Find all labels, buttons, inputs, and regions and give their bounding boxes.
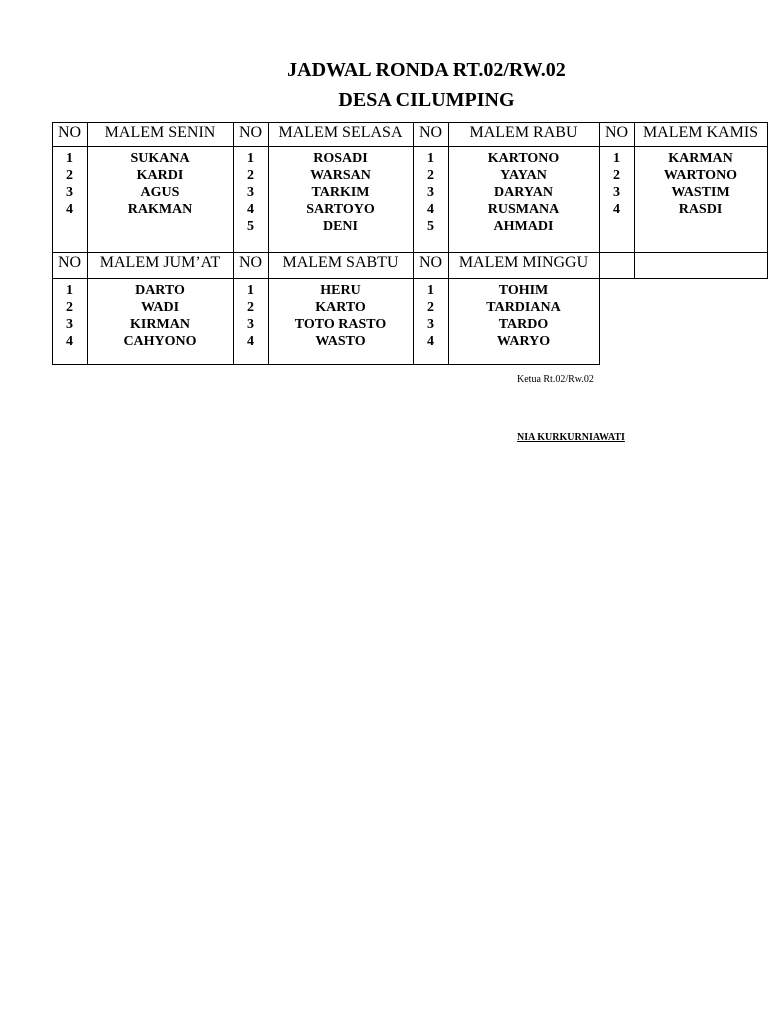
member-name: KARTO [315, 300, 366, 315]
row-number: 3 [427, 317, 434, 332]
member-name: TARKIM [311, 185, 370, 200]
no-header [413, 252, 449, 279]
member-name: DARTO [135, 283, 185, 298]
member-names [268, 150, 413, 235]
row-number: 2 [66, 300, 73, 315]
day-name: MALEM SABTU [282, 254, 399, 271]
row-numbers [233, 282, 268, 350]
member-names [268, 282, 413, 350]
row-number: 3 [66, 185, 73, 200]
member-names [448, 282, 599, 350]
member-name: YAYAN [500, 168, 547, 183]
row-number: 4 [613, 202, 620, 217]
member-names [87, 150, 233, 218]
day-name: MALEM KAMIS [642, 124, 759, 141]
row-number: 2 [427, 168, 434, 183]
row-number: 1 [247, 151, 254, 166]
row-number: 3 [613, 185, 620, 200]
row-number: 5 [247, 219, 254, 234]
day-header [448, 252, 600, 279]
signature-name: NIA KURKURNIAWATI [517, 432, 625, 443]
day-header [268, 252, 414, 279]
row-number: 3 [247, 185, 254, 200]
row-number: 1 [66, 283, 73, 298]
day-header [87, 122, 234, 147]
no-header [599, 122, 635, 147]
signature-role: Ketua Rt.02/Rw.02 [517, 374, 594, 385]
member-name: HERU [320, 283, 361, 298]
row-number: 1 [66, 151, 73, 166]
member-name: WARSAN [310, 168, 371, 183]
document-title: JADWAL RONDA RT.02/RW.02 [287, 59, 566, 81]
document-subtitle: DESA CILUMPING [338, 89, 515, 111]
row-number: 3 [66, 317, 73, 332]
member-name: DARYAN [494, 185, 553, 200]
member-name: TOTO RASTO [294, 317, 387, 332]
member-name: TARDIANA [486, 300, 561, 315]
member-name: TOHIM [498, 283, 549, 298]
day-name: MALEM SENIN [104, 124, 216, 141]
member-name: RAKMAN [127, 202, 193, 217]
day-name: MALEM MINGGU [458, 254, 589, 271]
member-name: WASTO [315, 334, 366, 349]
no-header [52, 122, 88, 147]
row-number: 4 [427, 202, 434, 217]
row-numbers [413, 150, 448, 235]
row-number: 2 [247, 168, 254, 183]
row-numbers [52, 150, 87, 218]
no-header-label: NO [238, 124, 263, 141]
member-name: AHMADI [493, 219, 554, 234]
row-number: 1 [247, 283, 254, 298]
no-header [233, 122, 269, 147]
member-names [634, 150, 767, 218]
row-number: 1 [427, 283, 434, 298]
no-header-label: NO [418, 254, 443, 271]
member-names [87, 282, 233, 350]
row-number: 1 [427, 151, 434, 166]
day-header [634, 252, 768, 279]
member-name: KARMAN [668, 151, 733, 166]
member-name: WASTIM [671, 185, 730, 200]
member-name: SARTOYO [306, 202, 375, 217]
day-header [268, 122, 414, 147]
row-number: 5 [427, 219, 434, 234]
row-number: 2 [247, 300, 254, 315]
member-name: AGUS [140, 185, 180, 200]
no-header-label: NO [238, 254, 263, 271]
day-header [634, 122, 768, 147]
member-name: ROSADI [313, 151, 368, 166]
member-name: WARYO [496, 334, 551, 349]
row-number: 4 [247, 334, 254, 349]
row-numbers [599, 150, 634, 218]
row-number: 3 [427, 185, 434, 200]
day-name: MALEM RABU [469, 124, 578, 141]
no-header [52, 252, 88, 279]
member-name: RUSMANA [487, 202, 560, 217]
member-name: KARTONO [487, 151, 560, 166]
row-number: 1 [613, 151, 620, 166]
day-header [448, 122, 600, 147]
row-number: 4 [66, 334, 73, 349]
no-header [233, 252, 269, 279]
row-number: 4 [247, 202, 254, 217]
member-name: KARDI [136, 168, 184, 183]
member-name: CAHYONO [123, 334, 197, 349]
day-name: MALEM SELASA [278, 124, 403, 141]
member-name: DENI [322, 219, 358, 234]
row-number: 2 [613, 168, 620, 183]
row-numbers [52, 282, 87, 350]
row-number: 2 [427, 300, 434, 315]
no-header-label: NO [57, 124, 82, 141]
row-number: 4 [427, 334, 434, 349]
row-number: 2 [66, 168, 73, 183]
no-header [599, 252, 635, 279]
member-names [448, 150, 599, 235]
row-number: 3 [247, 317, 254, 332]
row-number: 4 [66, 202, 73, 217]
row-numbers [413, 282, 448, 350]
member-name: KIRMAN [130, 317, 190, 332]
member-name: WARTONO [663, 168, 738, 183]
member-name: SUKANA [130, 151, 190, 166]
day-header [87, 252, 234, 279]
no-header-label: NO [604, 124, 629, 141]
row-numbers [233, 150, 268, 235]
no-header-label: NO [418, 124, 443, 141]
day-name: MALEM JUM’AT [99, 254, 221, 271]
no-header-label: NO [57, 254, 82, 271]
member-name: TARDO [498, 317, 549, 332]
no-header [413, 122, 449, 147]
member-name: RASDI [678, 202, 723, 217]
member-name: WADI [140, 300, 180, 315]
